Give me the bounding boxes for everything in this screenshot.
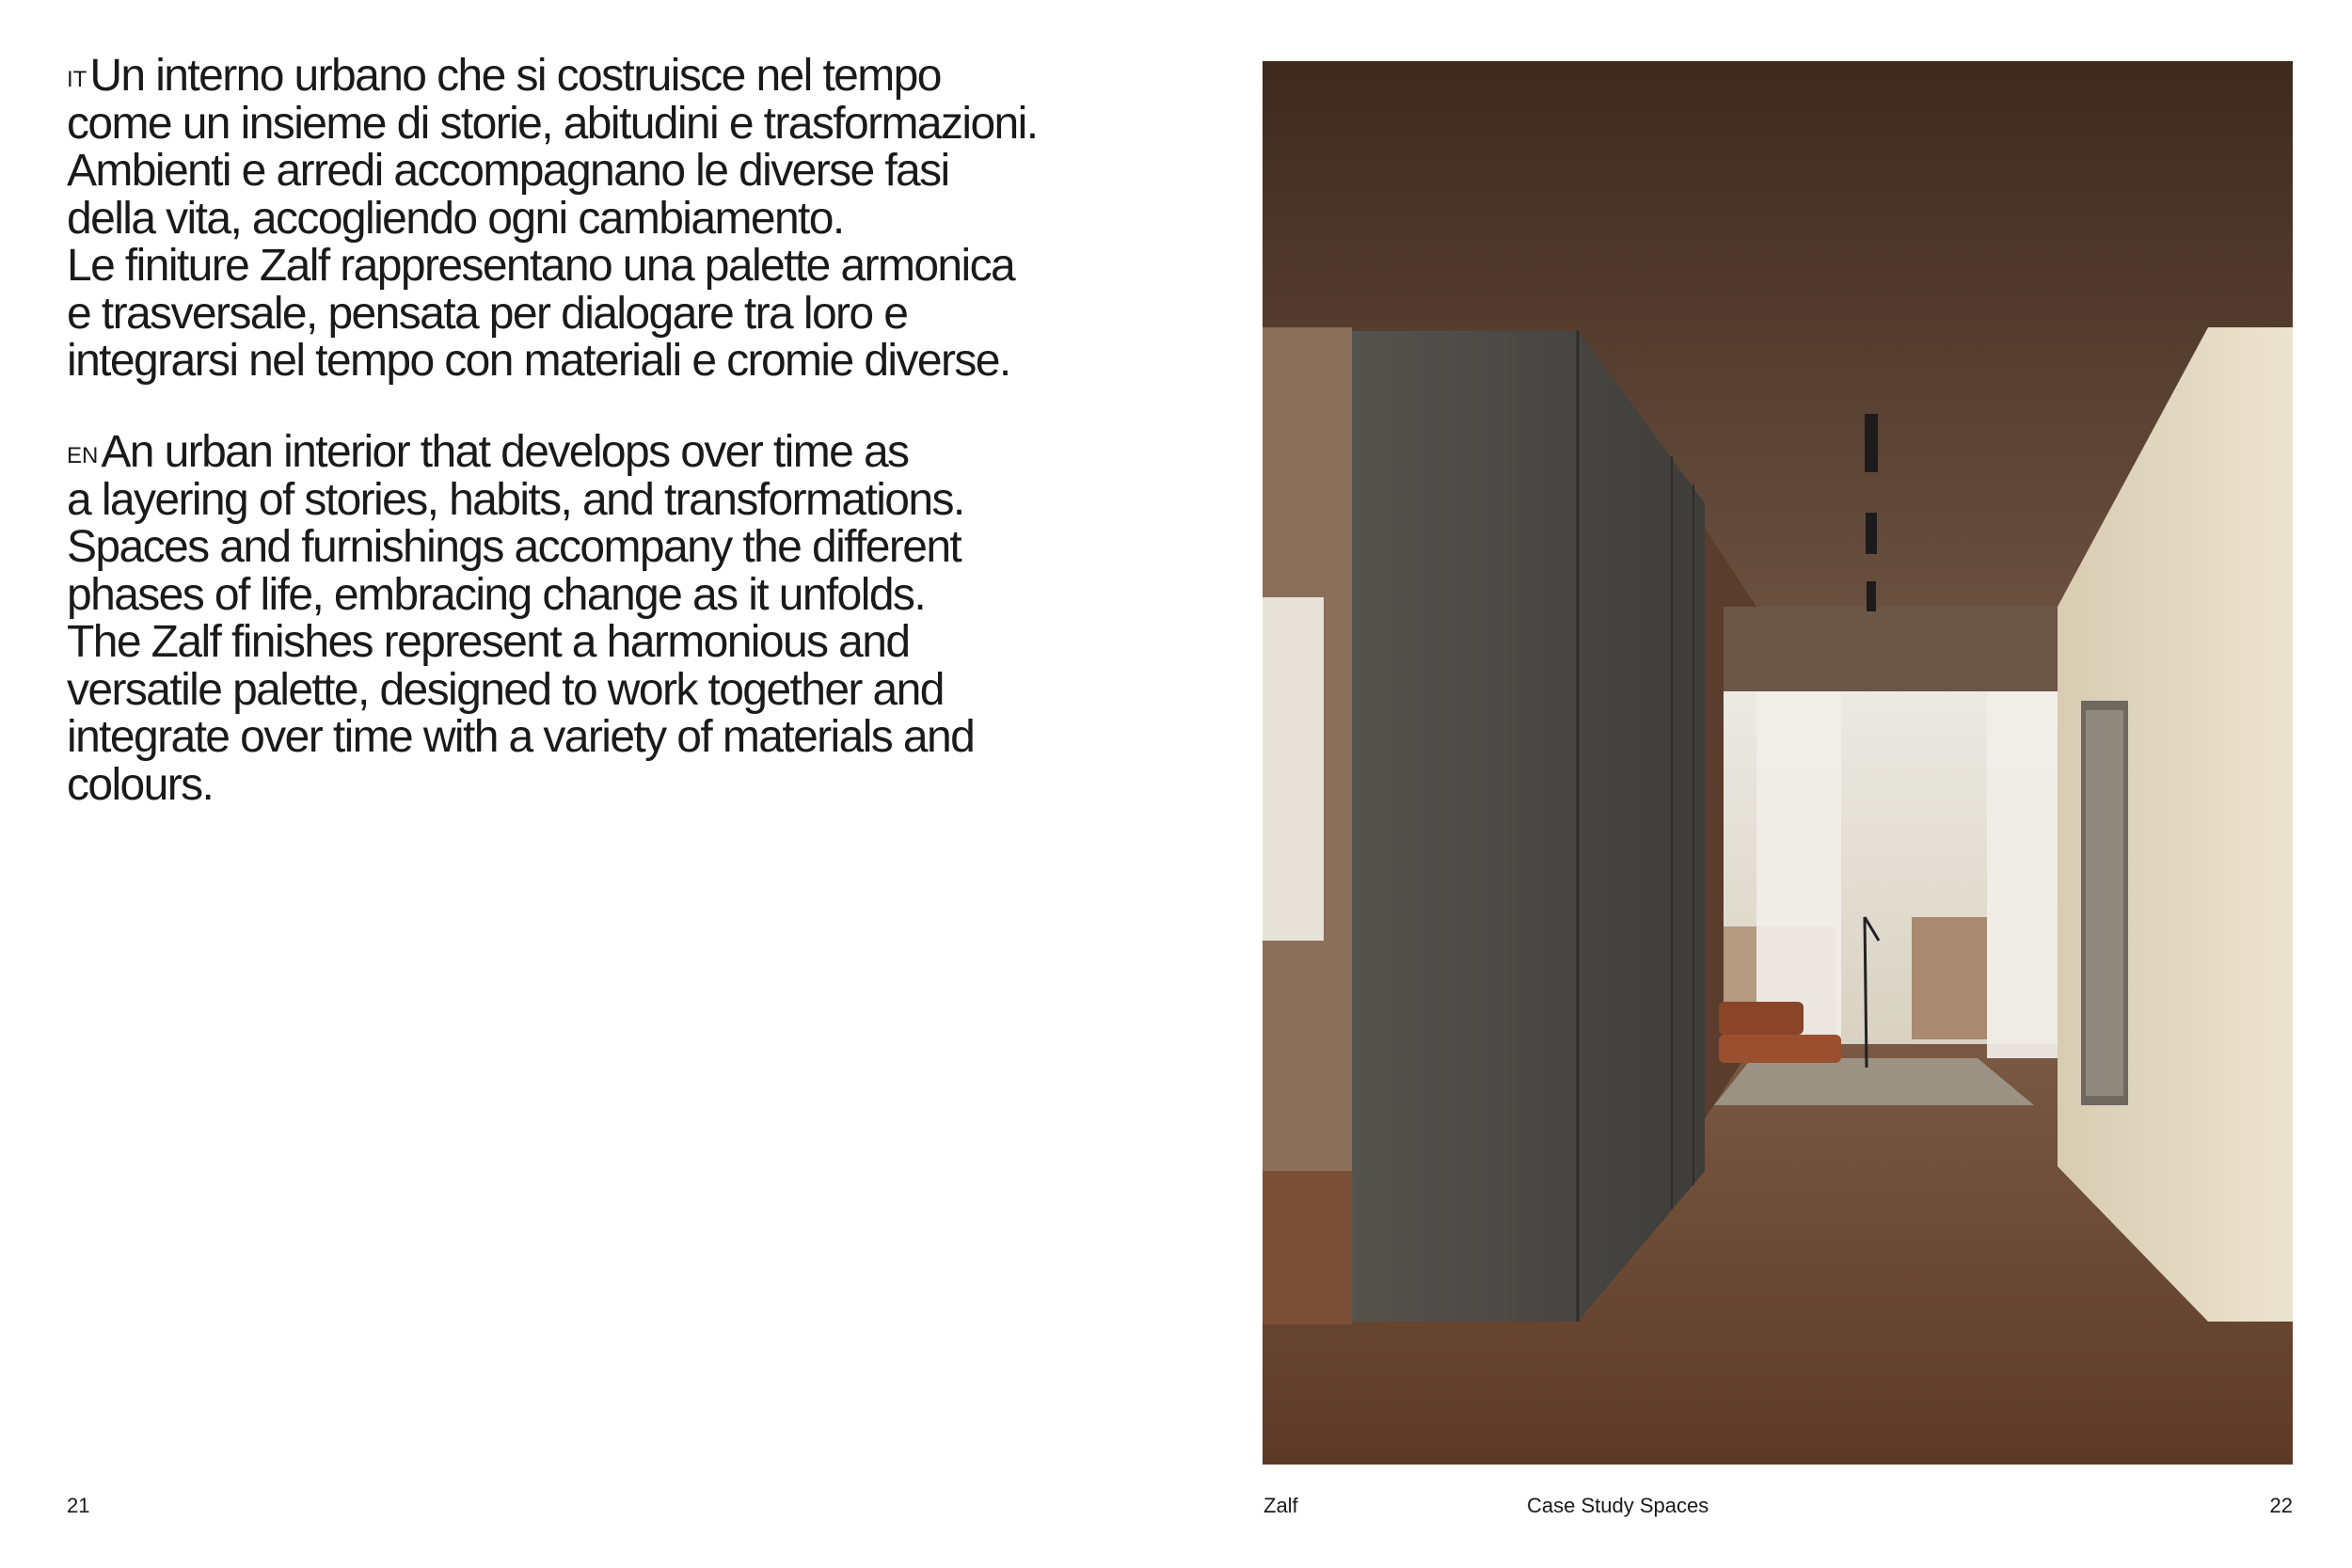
wardrobe — [1352, 331, 1705, 1322]
english-description — [67, 429, 1139, 809]
ceiling-spotlight — [1866, 513, 1877, 554]
artwork-frame — [1263, 597, 1324, 941]
page-number-right: 22 — [2269, 1494, 2293, 1517]
page-number-left: 21 — [67, 1494, 90, 1517]
curtain-right — [1987, 691, 2058, 1058]
italian-text: Un interno urbano che si costruisce nel tempo come un insieme di storie, abitudini e trasformazioni. Ambienti e arredi accompagnano le diverse fasi della vita, accogliendo ogni cambiamento. Le finiture Zalf rappresentano una palette armonica e trasversale, pensata per dialogare tra loro e integrarsi nel tempo con materiali e cromie diverse. — [67, 51, 1038, 386]
italian-description — [67, 53, 1139, 386]
section-title: Case Study Spaces — [1527, 1494, 1709, 1517]
daybed — [1719, 1002, 1804, 1035]
floor-lamp — [1865, 917, 1867, 1068]
brand-name: Zalf — [1263, 1494, 1298, 1517]
ceiling-spotlight — [1867, 581, 1876, 611]
ceiling-spotlight — [1865, 414, 1878, 472]
english-text: An urban interior that develops over time as a layering of stories, habits, and transformations. Spaces and furnishings accompany the different phases of life, embracing change as it unfolds. The Zalf finishes represent a harmonious and versatile palette, designed to work together and integrate over time with a variety of materials and colours. — [67, 427, 975, 810]
interior-photo — [1263, 61, 2293, 1465]
rug — [1714, 1058, 2034, 1105]
italian-language-tag: IT — [67, 67, 87, 92]
english-language-tag: EN — [67, 443, 99, 468]
